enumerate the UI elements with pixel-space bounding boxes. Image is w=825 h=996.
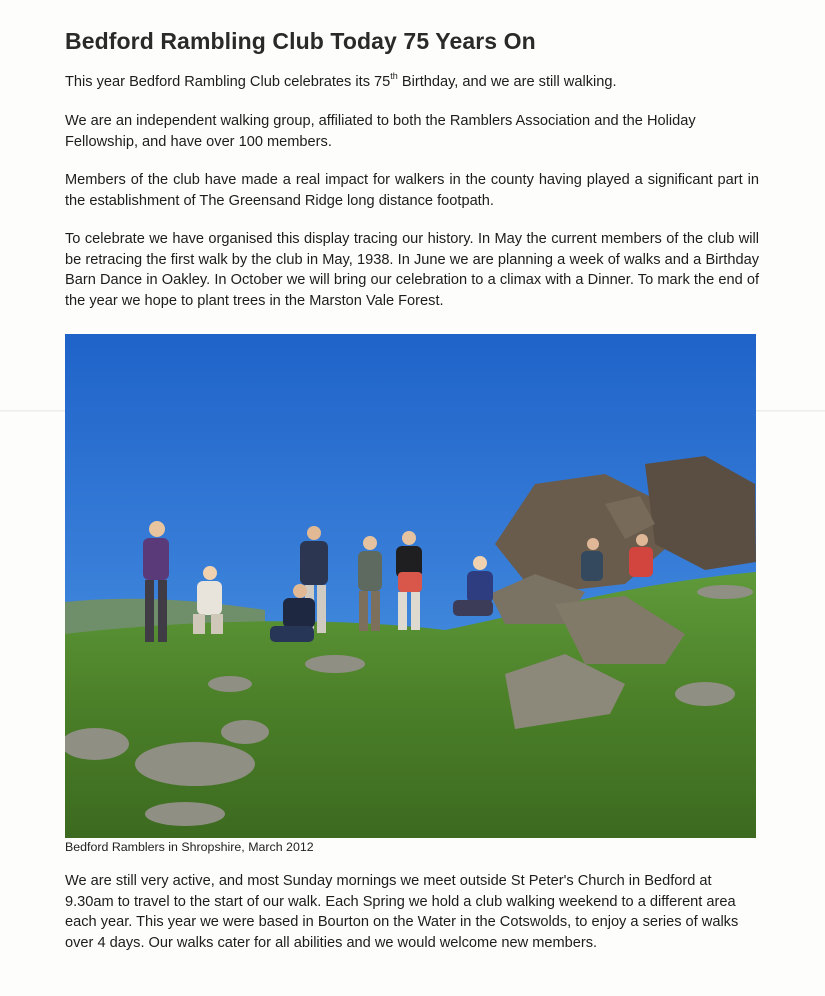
paragraph-affiliation: We are an independent walking group, affiliated to both the Ramblers Association and the Holiday Fellowship, and have over 100 members. [65, 113, 696, 150]
group-photo [65, 334, 756, 838]
intro-text: This year Bedford Rambling Club celebrates its 75 [65, 74, 391, 90]
intro-paragraph [65, 72, 759, 93]
page-title: Bedford Rambling Club Today 75 Years On [65, 28, 536, 54]
intro-text-end: Birthday, and we are still walking. [397, 74, 617, 90]
photo-caption: Bedford Ramblers in Shropshire, March 2012 [65, 840, 314, 854]
paragraph-activities: We are still very active, and most Sunday mornings we meet outside St Peter's Church in Bedford at 9.30am to travel to the start of our walk. Each Spring we hold a club walking weekend to a different area each year. This year we were based in Bourton on the Water in the Cotswolds, to enjoy a series of walks over 4 days. Our walks cater for all abilities and we would welcome new members. [65, 873, 739, 951]
intro-superscript: th [390, 71, 398, 82]
paragraph-impact: Members of the club have made a real impact for walkers in the county having played a significant part in the establishment of The Greensand Ridge long distance footpath. [65, 172, 759, 209]
paragraph-celebration: To celebrate we have organised this display tracing our history. In May the current members of the club will be retracing the first walk by the club in May, 1938. In June we are planning a week of walks and a Birthday Barn Dance in Oakley. In October we will bring our celebration to a climax with a Dinner. To mark the end of the year we hope to plant trees in the Marston Vale Forest. [65, 231, 759, 309]
